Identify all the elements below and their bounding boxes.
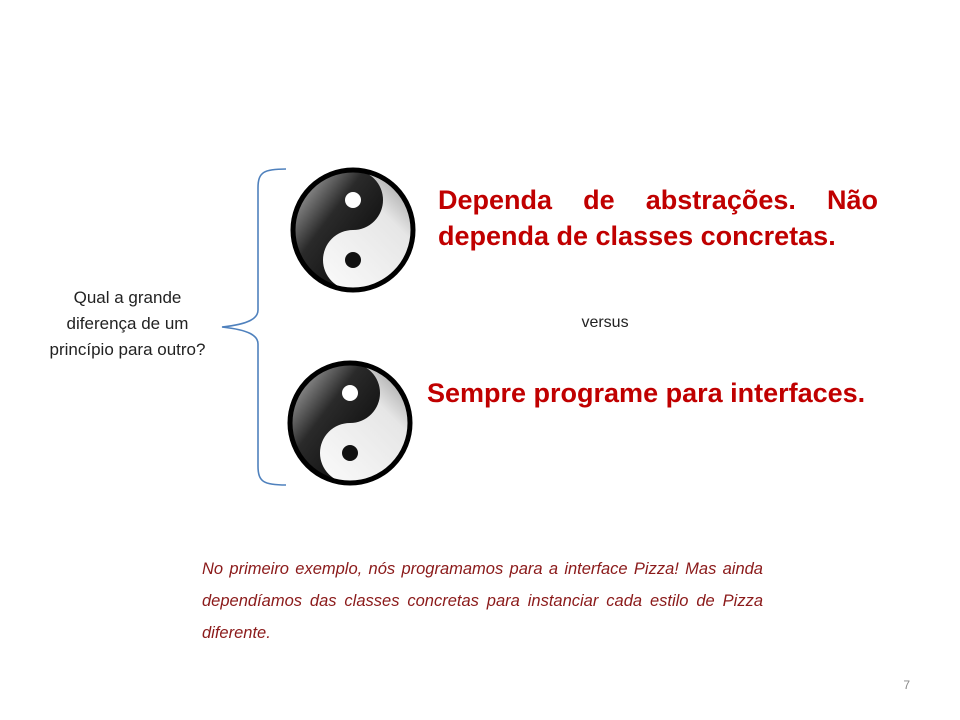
page-number: 7: [903, 678, 910, 692]
yin-yang-icon: [286, 359, 414, 487]
question-text: Qual a grande diferença de um princípio para outro?: [49, 288, 206, 359]
principle-2-text: Sempre programe para interfaces.: [427, 378, 866, 408]
yin-yang-icon: [289, 166, 417, 294]
versus-label: versus: [581, 314, 629, 331]
curly-bracket: [220, 166, 290, 488]
note-text: No primeiro exemplo, nós programamos para a interface Pizza! Mas ainda dependíamos das classes concretas para instanciar cada estilo de Pizza diferente.: [202, 560, 763, 642]
principle-1-text: Dependa de abstrações. Não dependa de classes concretas.: [438, 185, 878, 251]
